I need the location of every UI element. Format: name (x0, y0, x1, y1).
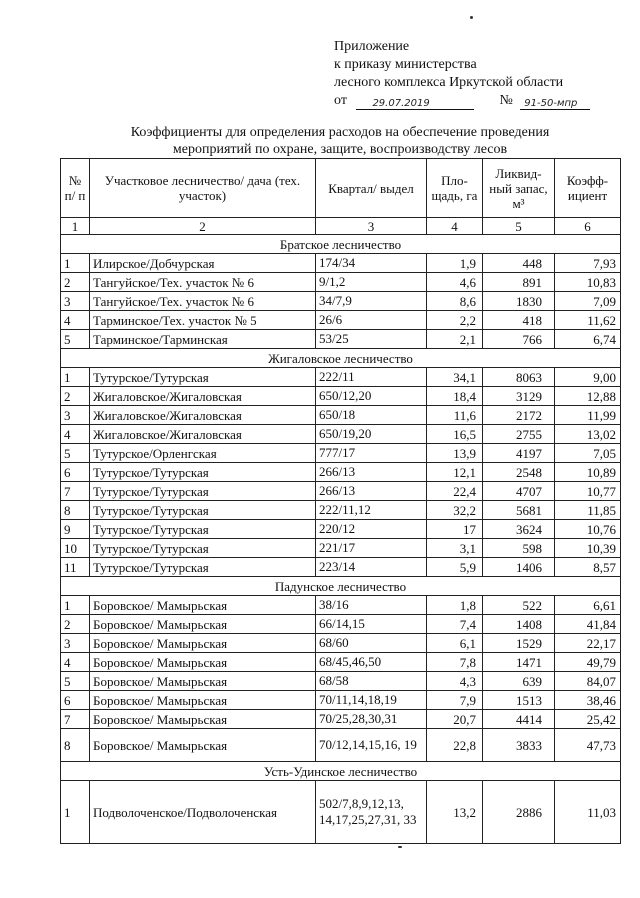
handwritten-number: 91-50-мпр (524, 98, 578, 109)
column-index: 5 (483, 218, 555, 235)
cell-stock: 8063 (483, 368, 555, 387)
cell-district: Тутурское/Тутурская (90, 520, 316, 539)
cell-district: Жигаловское/Жигаловская (90, 406, 316, 425)
cell-district: Боровское/ Мамырьская (90, 634, 316, 653)
cell-block: 222/11 (316, 368, 427, 387)
cell-num: 11 (61, 558, 90, 577)
cell-district: Боровское/ Мамырьская (90, 596, 316, 615)
cell-stock: 522 (483, 596, 555, 615)
cell-district: Боровское/ Мамырьская (90, 729, 316, 762)
from-label: от (334, 93, 347, 108)
section-title: Жигаловское лесничество (61, 349, 621, 368)
cell-stock: 3833 (483, 729, 555, 762)
cell-num: 8 (61, 501, 90, 520)
cell-num: 2 (61, 615, 90, 634)
column-index: 1 (61, 218, 90, 235)
cell-area: 1,8 (427, 596, 483, 615)
cell-stock: 5681 (483, 501, 555, 520)
number-field (520, 94, 590, 110)
table-row (61, 501, 621, 520)
table-row (61, 729, 621, 762)
section-header-row (61, 762, 621, 781)
cell-coef: 10,76 (555, 520, 621, 539)
table-body (61, 235, 621, 844)
cell-coef: 7,09 (555, 292, 621, 311)
table-row (61, 710, 621, 729)
cell-block: 223/14 (316, 558, 427, 577)
cell-num: 6 (61, 691, 90, 710)
cell-coef: 6,74 (555, 330, 621, 349)
cell-block: 650/12,20 (316, 387, 427, 406)
cell-stock: 1406 (483, 558, 555, 577)
column-index: 2 (90, 218, 316, 235)
cell-coef: 6,61 (555, 596, 621, 615)
cell-district: Тутурское/Тутурская (90, 463, 316, 482)
cell-coef: 7,93 (555, 254, 621, 273)
appendix-header (334, 38, 590, 110)
cell-block: 38/16 (316, 596, 427, 615)
cell-coef: 25,42 (555, 710, 621, 729)
cell-stock: 1830 (483, 292, 555, 311)
table-row (61, 672, 621, 691)
col-header-district: Участковое лесничество/ дача (тех. участок) (90, 159, 316, 218)
cell-block: 68/45,46,50 (316, 653, 427, 672)
cell-block: 266/13 (316, 463, 427, 482)
table-row (61, 781, 621, 844)
cell-num: 5 (61, 444, 90, 463)
cell-coef: 38,46 (555, 691, 621, 710)
table-row (61, 311, 621, 330)
coefficients-table (60, 158, 621, 844)
document-title (60, 124, 620, 158)
cell-num: 4 (61, 653, 90, 672)
cell-area: 2,2 (427, 311, 483, 330)
table-row (61, 615, 621, 634)
cell-district: Боровское/ Мамырьская (90, 672, 316, 691)
cell-block: 70/25,28,30,31 (316, 710, 427, 729)
appendix-line-2: к приказу министерства (334, 57, 477, 72)
section-header-row (61, 577, 621, 596)
cell-coef: 11,03 (555, 781, 621, 844)
cell-stock: 1408 (483, 615, 555, 634)
table-row (61, 254, 621, 273)
cell-block: 502/7,8,9,12,13, 14,17,25,27,31, 33 (316, 781, 427, 844)
cell-coef: 10,89 (555, 463, 621, 482)
title-line-2: мероприятий по охране, защите, воспроизводству лесов (172, 142, 508, 157)
cell-district: Тангуйское/Тех. участок № 6 (90, 292, 316, 311)
scan-speck (398, 846, 402, 848)
section-header-row (61, 349, 621, 368)
table-row (61, 539, 621, 558)
cell-stock: 639 (483, 672, 555, 691)
cell-num: 8 (61, 729, 90, 762)
cell-stock: 1471 (483, 653, 555, 672)
cell-coef: 22,17 (555, 634, 621, 653)
cell-stock: 3129 (483, 387, 555, 406)
date-field (356, 94, 474, 110)
cell-area: 34,1 (427, 368, 483, 387)
cell-area: 6,1 (427, 634, 483, 653)
appendix-date-line (334, 92, 590, 110)
cell-stock: 598 (483, 539, 555, 558)
cell-coef: 10,39 (555, 539, 621, 558)
cell-stock: 2886 (483, 781, 555, 844)
appendix-line-1: Приложение (334, 39, 410, 54)
cell-area: 22,4 (427, 482, 483, 501)
table-row (61, 596, 621, 615)
col-header-block: Квартал/ выдел (316, 159, 427, 218)
cell-block: 53/25 (316, 330, 427, 349)
table-row (61, 387, 621, 406)
table-header-row (61, 159, 621, 218)
section-header-row (61, 235, 621, 254)
cell-stock: 3624 (483, 520, 555, 539)
cell-area: 1,9 (427, 254, 483, 273)
handwritten-date: 29.07.2019 (372, 98, 430, 109)
cell-num: 10 (61, 539, 90, 558)
cell-num: 2 (61, 273, 90, 292)
section-title: Усть-Удинское лесничество (61, 762, 621, 781)
column-index: 3 (316, 218, 427, 235)
cell-area: 4,6 (427, 273, 483, 292)
cell-district: Подволоченское/Подволоченская (90, 781, 316, 844)
cell-coef: 12,88 (555, 387, 621, 406)
cell-area: 11,6 (427, 406, 483, 425)
cell-area: 13,9 (427, 444, 483, 463)
cell-coef: 10,77 (555, 482, 621, 501)
col-header-num: № п/ п (61, 159, 90, 218)
cell-district: Тангуйское/Тех. участок № 6 (90, 273, 316, 292)
cell-district: Тутурское/Тутурская (90, 501, 316, 520)
table-row (61, 425, 621, 444)
col-header-stock: Ликвид- ный запас, м³ (483, 159, 555, 218)
cell-block: 70/12,14,15,16, 19 (316, 729, 427, 762)
table-row (61, 634, 621, 653)
cell-stock: 2172 (483, 406, 555, 425)
table-row (61, 292, 621, 311)
cell-area: 2,1 (427, 330, 483, 349)
appendix-line-3: лесного комплекса Иркутской области (334, 75, 564, 90)
table-row (61, 406, 621, 425)
table-row (61, 368, 621, 387)
table-row (61, 330, 621, 349)
cell-coef: 84,07 (555, 672, 621, 691)
cell-coef: 10,83 (555, 273, 621, 292)
cell-coef: 13,02 (555, 425, 621, 444)
cell-district: Илирское/Добчурская (90, 254, 316, 273)
cell-stock: 448 (483, 254, 555, 273)
cell-num: 4 (61, 425, 90, 444)
cell-coef: 11,99 (555, 406, 621, 425)
cell-coef: 49,79 (555, 653, 621, 672)
cell-num: 6 (61, 463, 90, 482)
cell-num: 7 (61, 710, 90, 729)
cell-num: 5 (61, 330, 90, 349)
cell-coef: 47,73 (555, 729, 621, 762)
cell-coef: 9,00 (555, 368, 621, 387)
cell-stock: 1529 (483, 634, 555, 653)
cell-coef: 41,84 (555, 615, 621, 634)
column-index: 4 (427, 218, 483, 235)
cell-district: Жигаловское/Жигаловская (90, 425, 316, 444)
cell-block: 68/60 (316, 634, 427, 653)
cell-coef: 11,62 (555, 311, 621, 330)
cell-num: 7 (61, 482, 90, 501)
cell-block: 650/18 (316, 406, 427, 425)
col-header-area: Пло- щадь, га (427, 159, 483, 218)
cell-block: 221/17 (316, 539, 427, 558)
cell-area: 7,9 (427, 691, 483, 710)
cell-block: 220/12 (316, 520, 427, 539)
table-row (61, 520, 621, 539)
cell-stock: 4707 (483, 482, 555, 501)
table-row (61, 558, 621, 577)
cell-area: 7,8 (427, 653, 483, 672)
cell-num: 1 (61, 596, 90, 615)
section-title: Падунское лесничество (61, 577, 621, 596)
cell-num: 5 (61, 672, 90, 691)
table-row (61, 691, 621, 710)
cell-area: 32,2 (427, 501, 483, 520)
cell-area: 4,3 (427, 672, 483, 691)
cell-area: 8,6 (427, 292, 483, 311)
table-row (61, 444, 621, 463)
cell-district: Боровское/ Мамырьская (90, 615, 316, 634)
scan-speck (470, 16, 473, 19)
cell-area: 18,4 (427, 387, 483, 406)
cell-block: 650/19,20 (316, 425, 427, 444)
cell-coef: 11,85 (555, 501, 621, 520)
cell-stock: 2548 (483, 463, 555, 482)
section-title: Братское лесничество (61, 235, 621, 254)
col-header-coef: Коэфф- ициент (555, 159, 621, 218)
cell-num: 4 (61, 311, 90, 330)
cell-area: 22,8 (427, 729, 483, 762)
cell-district: Боровское/ Мамырьская (90, 653, 316, 672)
cell-area: 3,1 (427, 539, 483, 558)
cell-num: 2 (61, 387, 90, 406)
cell-district: Тутурское/Тутурская (90, 558, 316, 577)
cell-stock: 2755 (483, 425, 555, 444)
cell-stock: 891 (483, 273, 555, 292)
cell-stock: 1513 (483, 691, 555, 710)
cell-area: 7,4 (427, 615, 483, 634)
cell-coef: 8,57 (555, 558, 621, 577)
cell-num: 3 (61, 292, 90, 311)
cell-district: Жигаловское/Жигаловская (90, 387, 316, 406)
cell-district: Боровское/ Мамырьская (90, 710, 316, 729)
cell-stock: 766 (483, 330, 555, 349)
cell-coef: 7,05 (555, 444, 621, 463)
table-row (61, 273, 621, 292)
cell-block: 222/11,12 (316, 501, 427, 520)
cell-block: 68/58 (316, 672, 427, 691)
cell-stock: 4414 (483, 710, 555, 729)
cell-block: 34/7,9 (316, 292, 427, 311)
cell-district: Боровское/ Мамырьская (90, 691, 316, 710)
cell-district: Тутурское/Тутурская (90, 482, 316, 501)
table-row (61, 463, 621, 482)
cell-district: Тарминское/Тарминская (90, 330, 316, 349)
cell-num: 1 (61, 254, 90, 273)
cell-num: 1 (61, 368, 90, 387)
cell-block: 66/14,15 (316, 615, 427, 634)
cell-num: 3 (61, 406, 90, 425)
cell-district: Тутурское/Тутурская (90, 539, 316, 558)
cell-block: 26/6 (316, 311, 427, 330)
cell-area: 16,5 (427, 425, 483, 444)
table-row (61, 653, 621, 672)
title-line-1: Коэффициенты для определения расходов на обеспечение проведения (130, 125, 550, 140)
cell-num: 1 (61, 781, 90, 844)
cell-stock: 4197 (483, 444, 555, 463)
cell-area: 13,2 (427, 781, 483, 844)
cell-num: 3 (61, 634, 90, 653)
cell-area: 5,9 (427, 558, 483, 577)
cell-block: 777/17 (316, 444, 427, 463)
cell-district: Тутурское/Тутурская (90, 368, 316, 387)
column-index: 6 (555, 218, 621, 235)
table-row (61, 482, 621, 501)
cell-district: Тутурское/Орленгская (90, 444, 316, 463)
cell-area: 20,7 (427, 710, 483, 729)
column-index-row (61, 218, 621, 235)
cell-block: 266/13 (316, 482, 427, 501)
cell-block: 174/34 (316, 254, 427, 273)
cell-area: 17 (427, 520, 483, 539)
cell-block: 70/11,14,18,19 (316, 691, 427, 710)
cell-stock: 418 (483, 311, 555, 330)
cell-district: Тарминское/Тех. участок № 5 (90, 311, 316, 330)
cell-block: 9/1,2 (316, 273, 427, 292)
cell-area: 12,1 (427, 463, 483, 482)
cell-num: 9 (61, 520, 90, 539)
number-sign: № (499, 93, 513, 108)
